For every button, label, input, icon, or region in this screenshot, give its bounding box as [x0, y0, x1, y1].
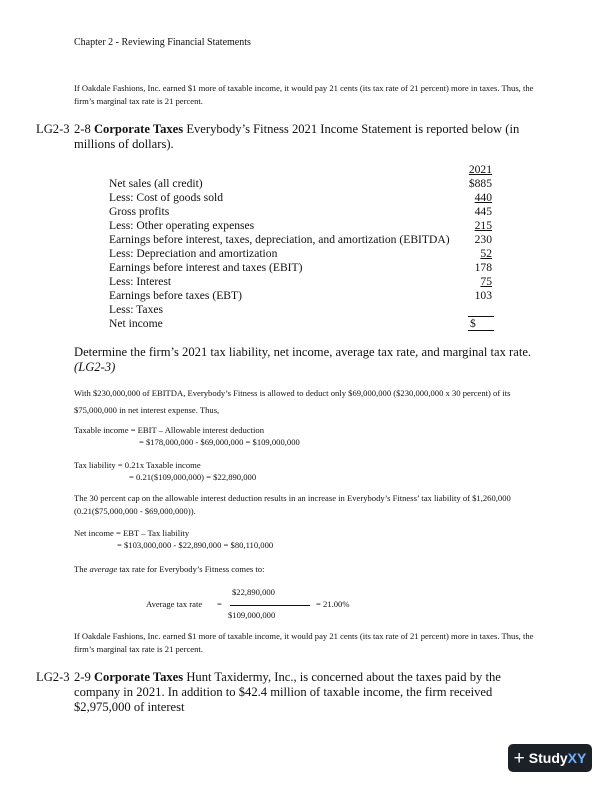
learning-goal-label: LG2-3	[36, 670, 70, 684]
statement-row-label: Net income	[109, 317, 163, 330]
plus-icon: +	[513, 747, 525, 769]
avg-intro-post: tax rate for Everybody’s Fitness comes to:	[117, 564, 265, 574]
problem-number: 2-8	[74, 122, 91, 136]
problem-2-9-statement	[74, 670, 549, 715]
net-income-formula: Net income = EBT – Tax liability	[74, 528, 190, 538]
average-tax-result: = 21.00%	[316, 599, 350, 609]
statement-row-value: 75	[480, 275, 492, 288]
brand-name	[529, 750, 587, 766]
statement-row-value: 178	[474, 261, 492, 274]
interest-cap-paragraph: The 30 percent cap on the allowable interest deduction results in an increase in Everybody’s Fitness’ tax liability of $1,260,000 (0.21($75,000,000 - $69,000,000)).	[74, 493, 511, 516]
solution-paragraph: With $230,000,000 of EBITDA, Everybody’s Fitness is allowed to deduct only $69,000,000 ($230,000,000 x 30 percent) of its $75,000,000 in net interest expense. Thus,	[74, 388, 511, 415]
tax-liability-formula: Tax liability = 0.21x Taxable income	[74, 460, 201, 470]
statement-row-label: Less: Depreciation and amortization	[109, 247, 278, 260]
tax-liability-calc: = 0.21($109,000,000) = $22,890,000	[129, 472, 257, 482]
learning-goal-label: LG2-3	[36, 122, 70, 136]
average-tax-numerator: $22,890,000	[232, 587, 275, 597]
statement-row-value: 445	[474, 205, 492, 218]
statement-row-value: 215	[474, 219, 492, 232]
statement-row-label: Less: Cost of goods sold	[109, 191, 224, 204]
average-tax-denominator: $109,000,000	[228, 610, 276, 620]
statement-row-label: Earnings before interest and taxes (EBIT)	[109, 261, 303, 274]
avg-intro-pre: The	[74, 564, 90, 574]
avg-intro-italic: average	[89, 564, 118, 574]
problem-title: Corporate Taxes	[93, 670, 184, 684]
statement-row-value: 230	[474, 233, 492, 246]
problem-text: Hunt Taxidermy, Inc., is concerned about the taxes paid by the company in 2021. In addition to $42.4 million of taxable income, the firm received $2,975,000 of interest	[74, 670, 501, 714]
brand-accent: XY	[567, 750, 587, 766]
intro-paragraph: If Oakdale Fashions, Inc. earned $1 more of taxable income, it would pay 21 cents (its tax rate of 21 percent) more in taxes. Thus, the firm’s marginal tax rate is 21 percent.	[74, 83, 534, 106]
marginal-tax-paragraph: If Oakdale Fashions, Inc. earned $1 more of taxable income, it would pay 21 cents (its tax rate of 21 percent) more in taxes. Thus, the firm’s marginal tax rate is 21 percent.	[74, 631, 534, 654]
statement-row-label: Earnings before taxes (EBT)	[109, 289, 242, 302]
taxable-income-calc: = $178,000,000 - $69,000,000 = $109,000,000	[139, 437, 300, 447]
studyxy-badge[interactable]	[508, 744, 592, 772]
statement-year: 2021	[468, 163, 492, 176]
statement-row-value: $	[470, 317, 476, 330]
statement-row-label: Gross profits	[109, 205, 170, 218]
statement-row-label: Earnings before interest, taxes, depreciation, and amortization (EBITDA)	[109, 233, 450, 246]
statement-row-value: 52	[480, 247, 492, 260]
problem-2-8-statement	[74, 122, 549, 152]
brand-main: Study	[528, 750, 568, 766]
problem-question	[74, 345, 549, 375]
taxes-blank-line	[468, 303, 494, 317]
question-tag: (LG2-3)	[74, 360, 116, 374]
statement-row-label: Net sales (all credit)	[109, 177, 203, 190]
statement-row-label: Less: Other operating expenses	[109, 219, 255, 232]
fraction-bar	[230, 605, 310, 606]
page-header: Chapter 2 - Reviewing Financial Statements	[74, 37, 251, 48]
average-tax-intro	[74, 563, 264, 576]
statement-row-label: Less: Interest	[109, 275, 172, 288]
question-text: Determine the firm’s 2021 tax liability, net income, average tax rate, and marginal tax rate.	[74, 345, 532, 359]
equals-sign: =	[217, 599, 222, 609]
statement-row-value: 440	[474, 191, 492, 204]
net-income-calc: = $103,000,000 - $22,890,000 = $80,110,000	[117, 540, 274, 550]
average-tax-label: Average tax rate	[146, 599, 203, 609]
statement-row-value: 103	[474, 289, 492, 302]
problem-title: Corporate Taxes	[93, 122, 184, 136]
taxable-income-formula: Taxable income = EBIT – Allowable interest deduction	[74, 425, 264, 435]
statement-row-value: $885	[468, 177, 492, 190]
statement-row-label: Less: Taxes	[109, 303, 164, 316]
problem-text: Everybody’s Fitness 2021 Income Statement is reported below (in millions of dollars).	[74, 122, 520, 151]
problem-number: 2-9	[74, 670, 91, 684]
